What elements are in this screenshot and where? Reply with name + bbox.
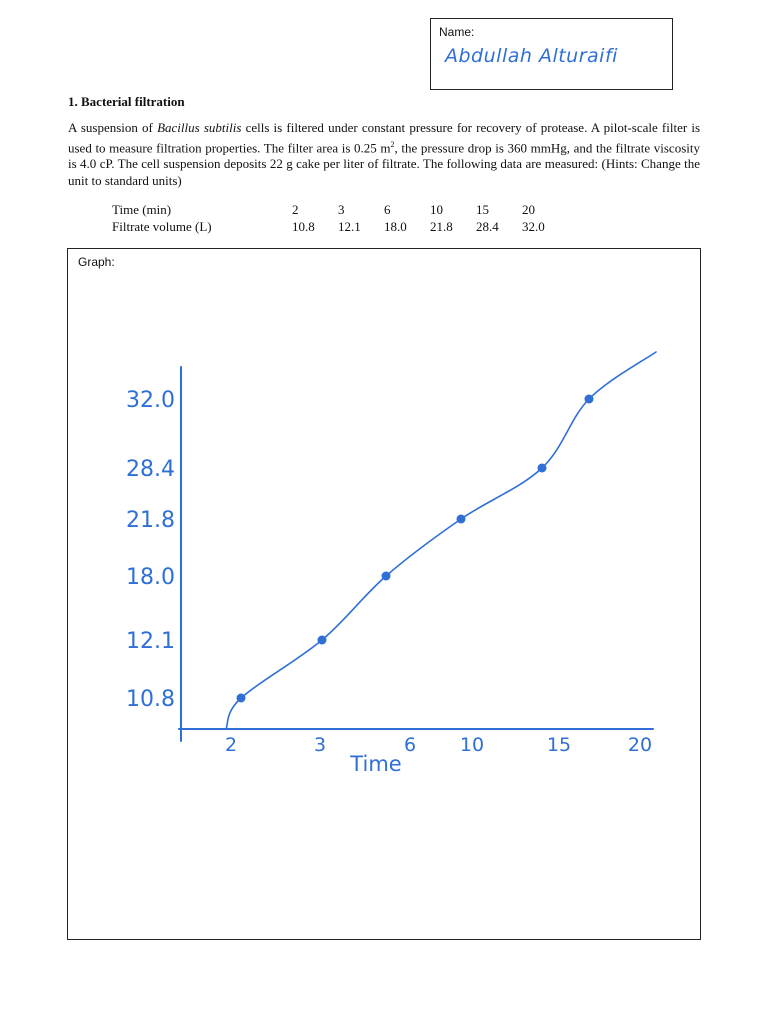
- handwritten-plot: [68, 249, 702, 941]
- handwritten-name: Abdullah Alturaifi: [445, 45, 618, 67]
- question-text-part-2: cells is filtered under constant pressure for recovery of protease. A pilot-scale filter is used to measure filtration properties. The filter area is 0.25 m: [68, 120, 701, 155]
- table-cell: 21.8: [430, 218, 453, 234]
- data-point: [318, 636, 327, 645]
- name-label: Name:: [439, 25, 475, 39]
- table-cell: 6: [384, 201, 391, 217]
- area-superscript: 2: [390, 139, 395, 149]
- y-tick-label: 21.8: [126, 508, 175, 533]
- series-line: [226, 352, 656, 729]
- data-point: [457, 515, 466, 524]
- data-point: [237, 694, 246, 703]
- row-label: Filtrate volume (L): [112, 218, 212, 234]
- table-cell: 10: [430, 201, 443, 217]
- table-cell: 32.0: [522, 218, 545, 234]
- question-text-part-3: , the pressure drop is 360 mmHg, and the filtrate viscosity is 4.0 cP. The cell suspension deposits 22 g cake per liter of filtrate. The following data are measured: (Hints: Change the unit to standard units): [68, 139, 700, 188]
- x-tick-label: 6: [403, 734, 417, 756]
- question-text-part-1: A suspension of: [68, 120, 158, 135]
- table-cell: 18.0: [384, 218, 407, 234]
- table-cell: 3: [338, 201, 345, 217]
- y-tick-label: 12.1: [126, 629, 175, 654]
- table-cell: 20: [522, 201, 535, 217]
- name-box: [430, 18, 673, 90]
- data-point: [585, 395, 594, 404]
- y-tick-label: 18.0: [126, 565, 175, 590]
- x-tick-label: 2: [224, 734, 238, 756]
- table-cell: 10.8: [292, 218, 315, 234]
- graph-box: [67, 248, 701, 940]
- species-name: Bacillus subtilis: [157, 120, 242, 135]
- y-tick-label: 10.8: [126, 687, 175, 712]
- data-point: [538, 464, 547, 473]
- x-axis-title: Time: [350, 752, 402, 776]
- data-point: [382, 572, 391, 581]
- x-tick-label: 20: [627, 734, 653, 756]
- table-cell: 15: [476, 201, 489, 217]
- x-tick-label: 3: [313, 734, 327, 756]
- question-title: 1. Bacterial filtration: [68, 94, 185, 109]
- y-tick-label: 32.0: [126, 388, 175, 413]
- table-cell: 2: [292, 201, 299, 217]
- row-label: Time (min): [112, 201, 172, 217]
- table-row: [112, 201, 568, 218]
- table-row: [112, 218, 568, 235]
- question-text: [68, 120, 700, 189]
- x-tick-label: 15: [546, 734, 572, 756]
- x-tick-label: 10: [459, 734, 485, 756]
- graph-label: Graph:: [78, 255, 115, 269]
- data-table: [112, 201, 568, 235]
- table-cell: 12.1: [338, 218, 361, 234]
- y-tick-label: 28.4: [126, 457, 175, 482]
- table-cell: 28.4: [476, 218, 499, 234]
